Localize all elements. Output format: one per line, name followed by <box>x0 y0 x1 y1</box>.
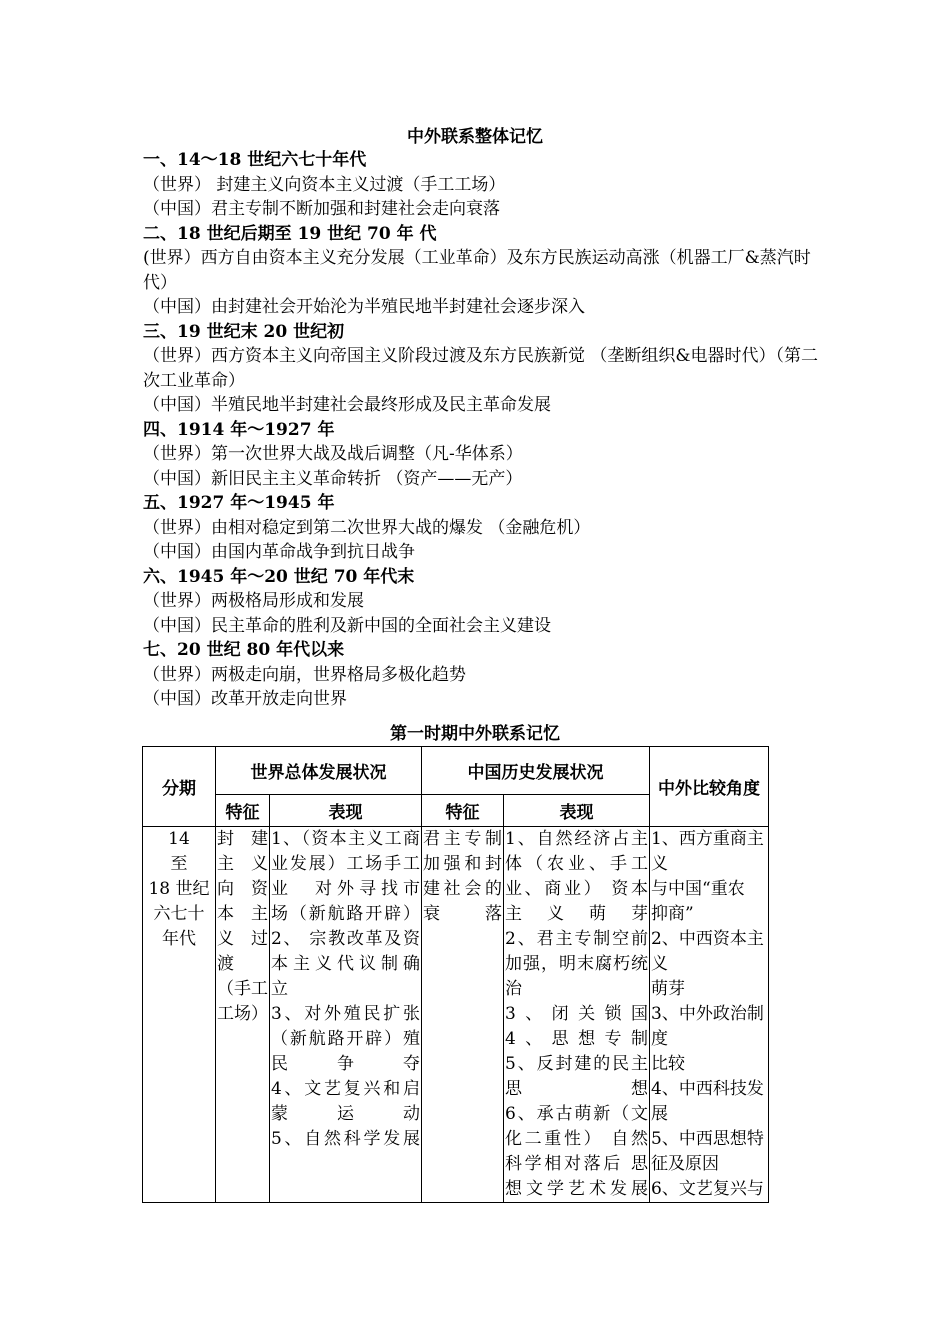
cell-line: 5、自然科学发展 <box>271 1129 420 1149</box>
header-world-feature: 特征 <box>216 795 270 827</box>
cell-line: 主义萌芽 <box>505 904 648 924</box>
section-world-line: （世界）两极走向崩，世界格局多极化趋势 <box>143 664 466 685</box>
cell-line: 5、反封建的民主 <box>505 1054 648 1074</box>
cell-line: 思想 <box>505 1079 648 1099</box>
cell-line: 萌芽 <box>651 979 685 999</box>
document-title: 中外联系整体记忆 <box>407 127 543 147</box>
cell-world-feature <box>216 827 270 1203</box>
header-china: 中国历史发展状况 <box>422 747 650 795</box>
cell-line: 体（农业、手工 <box>505 854 648 874</box>
cell-compare <box>650 827 769 1203</box>
section-heading: 二、18 世纪后期至 19 世纪 70 年 代 <box>143 223 437 244</box>
cell-line: 6、承古萌新（文 <box>505 1104 648 1124</box>
cell-line: 1、自然经济占主 <box>505 829 648 849</box>
cell-line: 征及原因 <box>651 1154 719 1174</box>
cell-line: 本主义代议制确 <box>271 954 420 974</box>
cell-line: 2、 宗教改革及资 <box>271 929 420 949</box>
cell-line: 4、文艺复兴和启 <box>271 1079 420 1099</box>
cell-line: 封 建 <box>217 829 268 849</box>
cell-line: 展 <box>651 1104 668 1124</box>
section-china-line: （中国）君主专制不断加强和封建社会走向衰落 <box>143 199 500 219</box>
cell-line: 14 <box>168 829 190 849</box>
section-world-line: （世界）西方资本主义向帝国主义阶段过渡及东方民族新觉 （垄断组织&电器时代）（第二次工业革命） <box>143 346 819 391</box>
header-china-feature: 特征 <box>422 795 504 827</box>
section-china-line: （中国）由国内革命战争到抗日战争 <box>143 542 415 562</box>
cell-line: 本 主 <box>217 904 268 924</box>
cell-line: （新航路开辟）殖 <box>271 1029 420 1049</box>
cell-line: 与中国“重农 <box>651 879 745 899</box>
cell-line: 治 <box>505 979 522 999</box>
section-china-line: （中国）民主革命的胜利及新中国的全面社会主义建设 <box>143 615 551 636</box>
section-china-line: （中国）改革开放走向世界 <box>143 689 347 709</box>
cell-line: 2、中西资本主 <box>651 929 764 949</box>
section-china-line: （中国）由封建社会开始沦为半殖民地半封建社会逐步深入 <box>143 297 585 317</box>
cell-line: 科学相对落后 思 <box>505 1154 648 1174</box>
cell-line: 义 过 <box>217 929 268 949</box>
cell-line: 六七十 <box>153 904 205 924</box>
header-world: 世界总体发展状况 <box>216 747 422 795</box>
header-china-show: 表现 <box>504 795 650 827</box>
cell-line: 至 <box>170 854 188 874</box>
cell-line: 1、（资本主义工商 <box>271 829 420 849</box>
cell-line: 年代 <box>162 929 196 949</box>
cell-line: 18 世纪 <box>148 879 210 899</box>
cell-line: 业发展）工场手工 <box>271 854 420 874</box>
cell-line: 向 资 <box>217 879 268 899</box>
table-title: 第一时期中外联系记忆 <box>390 724 560 744</box>
section-world-line: (世界）西方自由资本主义充分发展（工业革命）及东方民族运动高涨（机器工厂&蒸汽时代） <box>143 248 811 293</box>
period-table <box>142 746 769 1203</box>
cell-line: 蒙运动 <box>271 1104 420 1124</box>
cell-line: 度 <box>651 1029 668 1049</box>
cell-line: 衰落 <box>423 904 502 924</box>
cell-line: 业、商业） 资本 <box>505 879 648 899</box>
cell-line: 4、中西科技发 <box>651 1079 764 1099</box>
section-heading: 一、14～18 世纪六七十年代 <box>143 150 367 170</box>
section-world-line: （世界） 封建主义向资本主义过渡（手工工场） <box>143 174 506 195</box>
cell-line: 渡 <box>217 954 234 974</box>
header-period: 分期 <box>143 747 216 827</box>
cell-line: 3、对外殖民扩张 <box>271 1004 420 1024</box>
cell-line: 工场） <box>217 1004 268 1024</box>
section-heading: 七、20 世纪 80 年代以来 <box>143 640 345 660</box>
cell-line: 3、中外政治制 <box>651 1004 764 1024</box>
cell-china-show <box>504 827 650 1203</box>
cell-line: 3、闭关锁国 <box>505 1004 648 1024</box>
cell-line: 民争夺 <box>271 1054 420 1074</box>
cell-china-feature <box>422 827 504 1203</box>
section-heading: 六、1945 年～20 世纪 70 年代末 <box>143 566 415 587</box>
section-heading: 三、19 世纪末 20 世纪初 <box>143 321 345 342</box>
cell-period <box>143 827 216 1203</box>
cell-line: 义 <box>651 954 668 974</box>
section-world-line: （世界）两极格局形成和发展 <box>143 591 364 611</box>
cell-line: 4、思想专制 <box>505 1029 648 1049</box>
cell-line: 义 <box>651 854 668 874</box>
cell-line: 5、中西思想特 <box>651 1129 764 1149</box>
section-heading: 四、1914 年～1927 年 <box>143 419 335 440</box>
cell-world-show <box>270 827 422 1203</box>
cell-line: 君主专制 <box>423 829 502 849</box>
section-world-line: （世界）由相对稳定到第二次世界大战的爆发 （金融危机） <box>143 517 591 538</box>
cell-line: 立 <box>271 979 288 999</box>
cell-line: 加强和封 <box>423 854 502 874</box>
cell-line: 6、文艺复兴与 <box>651 1179 764 1199</box>
cell-line: 2、君主专制空前 <box>505 929 648 949</box>
cell-line: 场（新航路开辟） <box>271 904 420 924</box>
cell-line: 1、西方重商主 <box>651 829 764 849</box>
header-world-show: 表现 <box>270 795 422 827</box>
cell-line: 想文学艺术发展 <box>505 1179 648 1199</box>
section-world-line: （世界）第一次世界大战及战后调整（凡-华体系） <box>143 444 523 464</box>
header-compare: 中外比较角度 <box>650 747 769 827</box>
section-china-line: （中国）半殖民地半封建社会最终形成及民主革命发展 <box>143 395 551 415</box>
section-list <box>143 148 823 712</box>
cell-line: 业 对外寻找市 <box>271 879 420 899</box>
section-china-line: （中国）新旧民主主义革命转折 （资产——无产） <box>143 468 523 489</box>
cell-line: 抑商” <box>651 904 694 924</box>
section-heading: 五、1927 年～1945 年 <box>143 493 335 513</box>
cell-line: 建社会的 <box>423 879 502 899</box>
cell-line: 比较 <box>651 1054 685 1074</box>
cell-line: （手工 <box>217 979 268 999</box>
cell-line: 加强，明末腐朽统 <box>505 954 648 974</box>
cell-line: 化二重性） 自然 <box>505 1129 648 1149</box>
cell-line: 主 义 <box>217 854 268 874</box>
